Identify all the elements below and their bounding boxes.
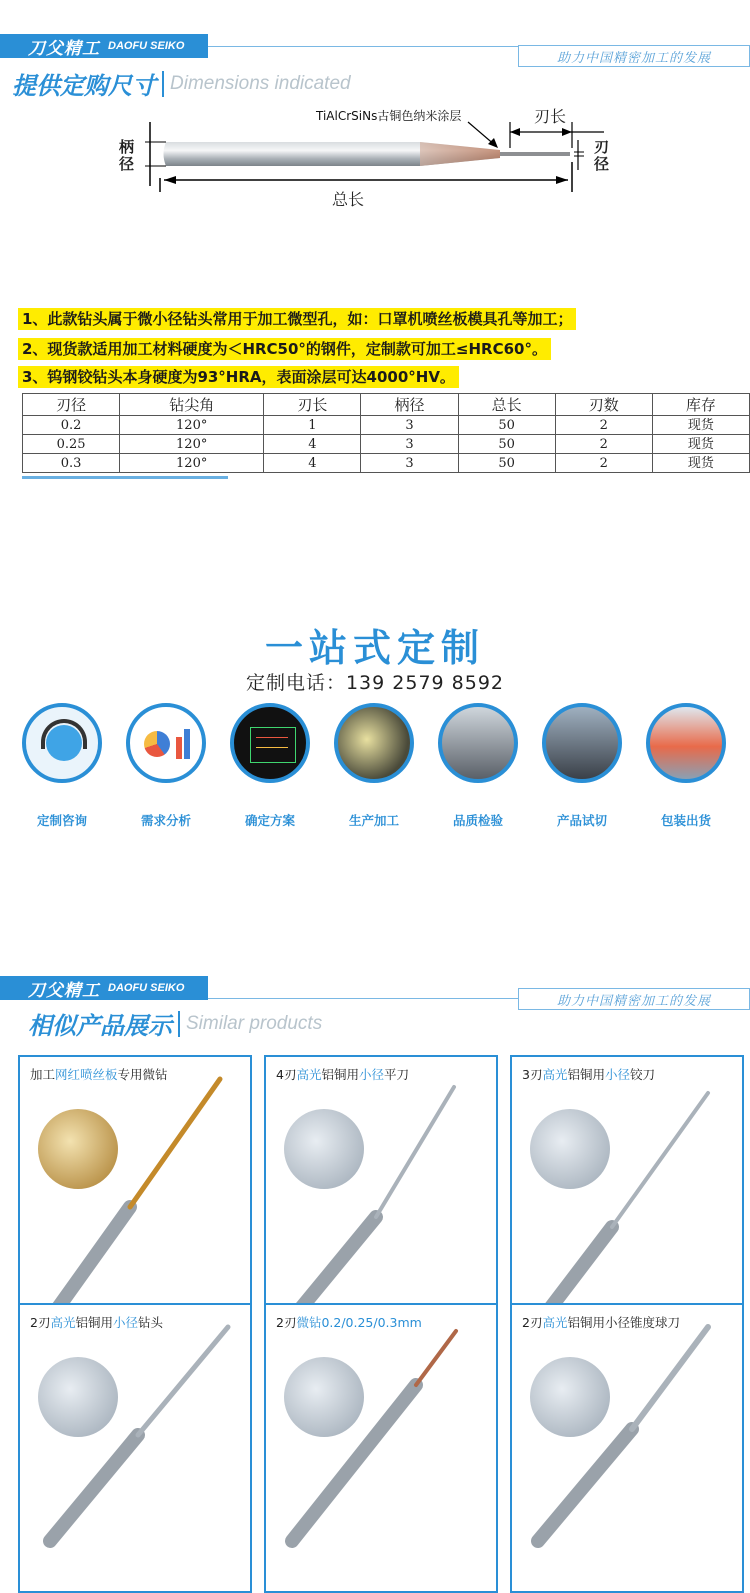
- process-steps: [18, 703, 748, 843]
- table-cell: 4: [264, 454, 361, 473]
- title-text: 2刃: [276, 1315, 297, 1330]
- slogan-box: 助力中国精密加工的发展: [518, 45, 750, 67]
- table-header: 刃径: [23, 394, 120, 416]
- blade-dia-char-2: 径: [594, 155, 610, 173]
- chart-icon: [126, 703, 206, 783]
- table-cell: 2: [555, 416, 652, 435]
- shank-dia-char-2: 径: [119, 155, 135, 173]
- headset-icon: [22, 703, 102, 783]
- brand-name-en: DAOFU SEIKO: [108, 982, 185, 994]
- step-label: 确定方案: [244, 813, 295, 828]
- table-header: 库存: [652, 394, 749, 416]
- section-title-dimensions: [12, 66, 351, 101]
- step-plan: [226, 703, 314, 829]
- step-label: 生产加工: [348, 813, 399, 828]
- step-inspection: [434, 703, 522, 829]
- section-title-cn: 相似产品展示: [28, 1012, 172, 1040]
- product-card[interactable]: [264, 1055, 498, 1345]
- table-cell: 120°: [120, 416, 264, 435]
- divider: [22, 476, 228, 479]
- step-production: [330, 703, 418, 829]
- inspection-icon: [438, 703, 518, 783]
- table-header-row: [23, 394, 750, 416]
- title-highlight: 微钻0.2/0.25/0.3mm: [296, 1315, 422, 1330]
- title-bar: [162, 71, 164, 97]
- table-cell: 0.25: [23, 435, 120, 454]
- step-analysis: [122, 703, 210, 829]
- title-text: 4刃: [276, 1067, 297, 1082]
- brand-name-cn: 刀父精工: [28, 38, 100, 59]
- title-bar: [178, 1011, 180, 1037]
- step-trial: [538, 703, 626, 829]
- onestop-title: 一站式定制: [264, 626, 485, 670]
- table-cell: 现货: [652, 435, 749, 454]
- table-cell: 50: [458, 416, 555, 435]
- table-row: [23, 416, 750, 435]
- package-icon: [646, 703, 726, 783]
- shank-dia-char-1: 柄: [119, 138, 135, 156]
- onestop-phone: 定制电话：139 2579 8592: [245, 672, 505, 694]
- ball-mill-image: [512, 1305, 744, 1551]
- drill-image: [20, 1057, 252, 1345]
- blueprint-icon: [230, 703, 310, 783]
- table-cell: 120°: [120, 435, 264, 454]
- table-header: 钻尖角: [120, 394, 264, 416]
- machining-icon: [334, 703, 414, 783]
- title-highlight: 网红喷丝板: [55, 1067, 118, 1082]
- section-title-similar: [28, 1006, 322, 1041]
- title-text: 铝铜用小径锥度球刀: [567, 1315, 680, 1330]
- drill-tip: [500, 152, 570, 156]
- table-cell: 1: [264, 416, 361, 435]
- table-cell: 50: [458, 435, 555, 454]
- step-label: 定制咨询: [36, 813, 87, 828]
- blade-dia-char-1: 刃: [594, 138, 610, 156]
- title-text: 铰刀: [630, 1067, 656, 1082]
- endmill-image: [266, 1057, 498, 1345]
- brand-banner: [0, 976, 208, 1000]
- table-cell: 3: [361, 416, 458, 435]
- table-header: 刃数: [555, 394, 652, 416]
- title-text: 铝铜用: [567, 1067, 605, 1082]
- table-header: 总长: [458, 394, 555, 416]
- table-header: 刃长: [264, 394, 361, 416]
- title-highlight: 高光: [50, 1315, 76, 1330]
- table-cell: 3: [361, 454, 458, 473]
- step-label: 品质检验: [452, 813, 503, 828]
- title-text: 铝铜用: [321, 1067, 359, 1082]
- note-3: 3、钨钢铰钻头本身硬度为93°HRA，表面涂层可达4000°HV。: [18, 366, 459, 388]
- step-label: 包装出货: [660, 813, 711, 828]
- drill-coating: [420, 142, 500, 166]
- product-card[interactable]: [510, 1055, 744, 1345]
- section-title-en: Similar products: [186, 1012, 323, 1034]
- table-cell: 2: [555, 435, 652, 454]
- total-length-label: 总长: [332, 190, 365, 209]
- table-header: 柄径: [361, 394, 458, 416]
- spec-table: [22, 393, 750, 473]
- step-label: 产品试切: [556, 813, 607, 828]
- step-consult: [18, 703, 106, 829]
- table-cell: 现货: [652, 416, 749, 435]
- table-cell: 2: [555, 454, 652, 473]
- table-row: [23, 454, 750, 473]
- step-shipping: [642, 703, 730, 829]
- micro-drill-image: [266, 1305, 498, 1551]
- title-text: 专用微钻: [117, 1067, 168, 1082]
- table-cell: 3: [361, 435, 458, 454]
- note-2: 2、现货款适用加工材料硬度为＜HRC50°的钢件，定制款可加工≤HRC60°。: [18, 338, 551, 360]
- title-text: 加工: [30, 1067, 56, 1082]
- section-title-cn: 提供定购尺寸: [12, 72, 156, 100]
- table-row: [23, 435, 750, 454]
- title-text: 3刃: [522, 1067, 543, 1082]
- table-cell: 0.2: [23, 416, 120, 435]
- brand-name-en: DAOFU SEIKO: [108, 40, 185, 52]
- product-card[interactable]: [510, 1303, 744, 1593]
- title-highlight: 小径: [112, 1315, 138, 1330]
- step-label: 需求分析: [140, 813, 191, 828]
- title-text: 平刀: [384, 1067, 410, 1082]
- blade-dia-label: [594, 139, 610, 173]
- title-highlight: 小径: [604, 1067, 630, 1082]
- title-text: 钻头: [138, 1315, 164, 1330]
- coating-label: TiAlCrSiNs古铜色纳米涂层: [316, 109, 462, 123]
- title-highlight: 高光: [542, 1315, 568, 1330]
- brand-banner: [0, 34, 208, 58]
- table-cell: 120°: [120, 454, 264, 473]
- product-card[interactable]: [18, 1055, 252, 1345]
- shank-dia-label: [119, 139, 135, 173]
- slogan-box: 助力中国精密加工的发展: [518, 988, 750, 1010]
- title-text: 2刃: [522, 1315, 543, 1330]
- reamer-image: [512, 1057, 744, 1345]
- cnc-machine-icon: [542, 703, 622, 783]
- drill-image: [20, 1305, 252, 1551]
- table-cell: 0.3: [23, 454, 120, 473]
- title-highlight: 高光: [296, 1067, 322, 1082]
- note-1: 1、此款钻头属于微小径钻头常用于加工微型孔，如：口罩机喷丝板模具孔等加工；: [18, 308, 576, 330]
- product-card[interactable]: [18, 1303, 252, 1593]
- brand-name-cn: 刀父精工: [28, 980, 100, 1001]
- table-cell: 现货: [652, 454, 749, 473]
- title-highlight: 小径: [358, 1067, 384, 1082]
- product-card[interactable]: [264, 1303, 498, 1593]
- table-cell: 4: [264, 435, 361, 454]
- title-text: 2刃: [30, 1315, 51, 1330]
- title-highlight: 高光: [542, 1067, 568, 1082]
- title-text: 铝铜用: [75, 1315, 113, 1330]
- section-title-en: Dimensions indicated: [170, 72, 351, 94]
- blade-length-label: 刃长: [534, 107, 567, 126]
- table-cell: 50: [458, 454, 555, 473]
